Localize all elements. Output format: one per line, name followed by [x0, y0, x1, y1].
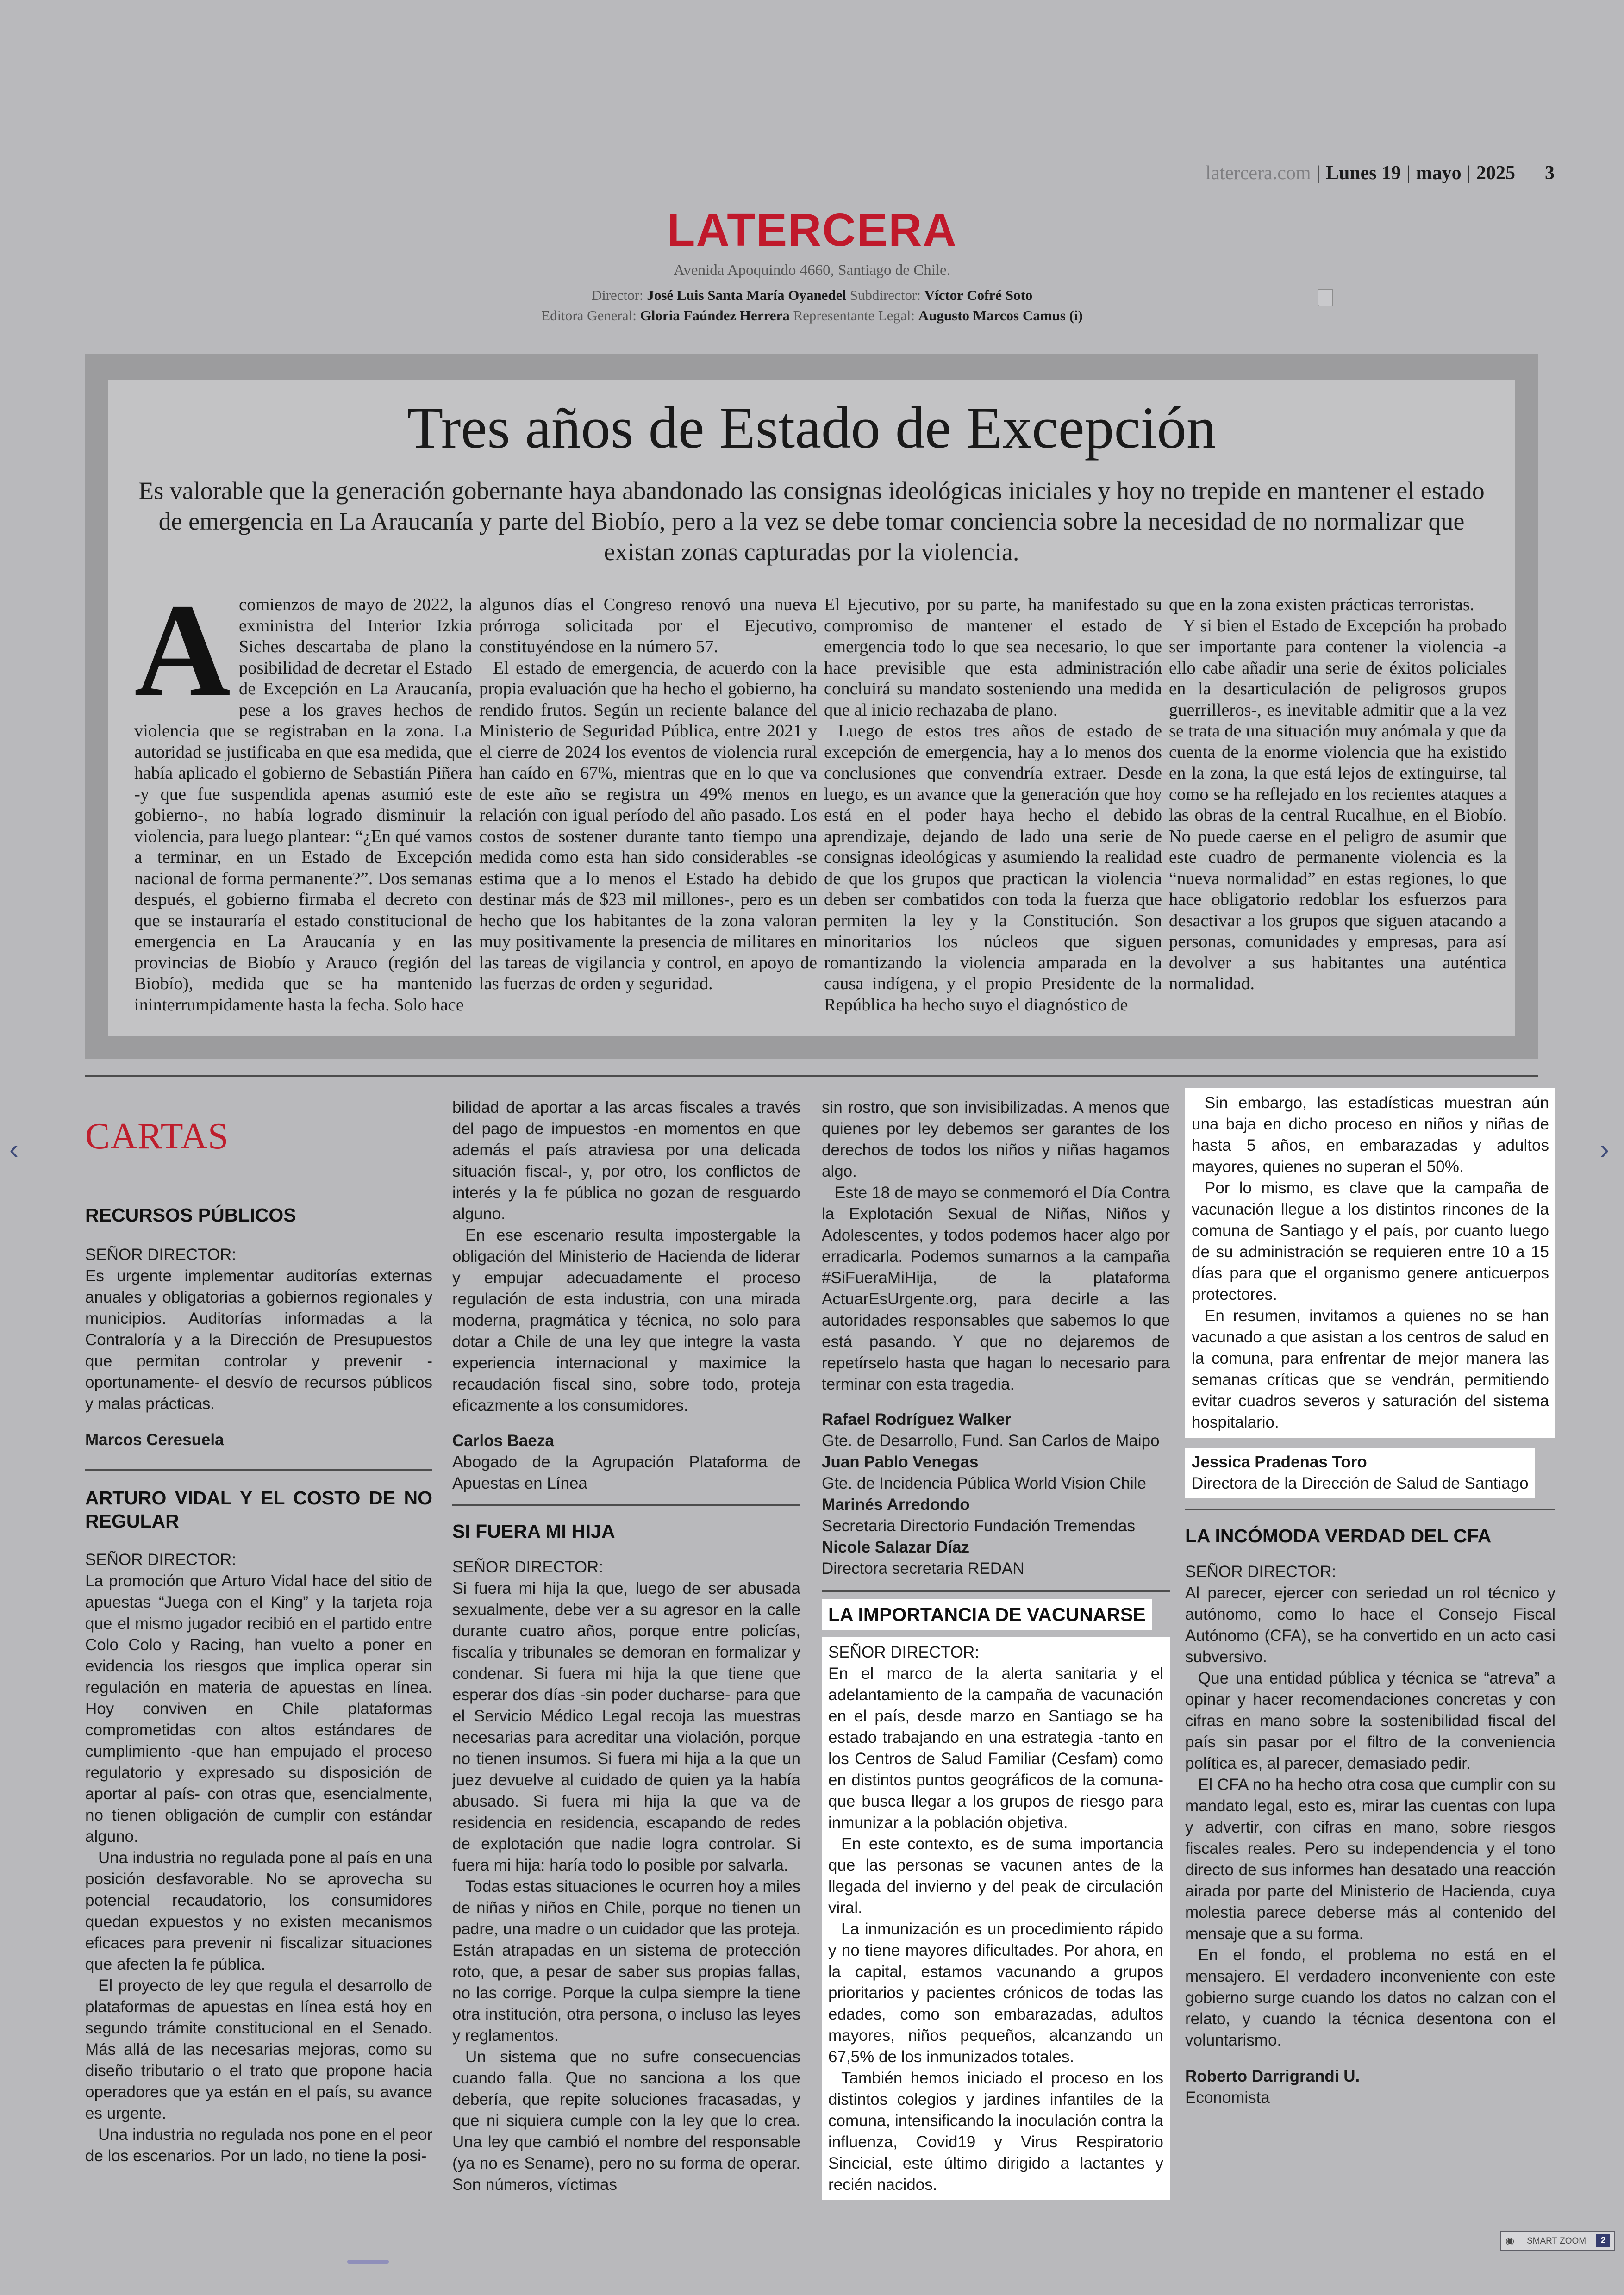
letter-signature: Rafael Rodríguez Walker — [822, 1410, 1012, 1428]
editorial-column-4: que en la zona existen prácticas terroristas. Y si bien el Estado de Excepción ha probado ser importante para contener la violencia -a ello cabe añadir una serie de éxitos policiales en la desarticulación de peligrosos grupos guerrilleros-, es inevitable admitir que a la vez se trata de una situación muy anómala y que da cuenta de la enorme violencia que ha existido en la zona, la que está lejos de extinguirse, tal como se ha reflejado en los recientes ataques a las obras de la central Rucalhue, en el Biobío. No puede caerse en el peligro de asumir que este cuadro de permanente violencia es la “nueva normalidad” en estas regiones, lo que hace obligatorio redoblar los esfuerzos para desactivar a los grupos que siguen atacando a personas, comunidades y empresas, para así devolver a sus habitantes una auténtica normalidad. — [1169, 595, 1507, 993]
smart-zoom-label: SMART ZOOM — [1527, 2236, 1587, 2246]
highlight-box — [1185, 1448, 1535, 1498]
signer-role: Economista — [1185, 2089, 1270, 2107]
letter-signature: Roberto Darrigrandi U. — [1185, 2067, 1360, 2085]
newspaper-logo: LATERCERA — [667, 204, 957, 256]
page-scroll-indicator[interactable] — [347, 2260, 389, 2264]
salutation: SEÑOR DIRECTOR: — [828, 1643, 980, 1661]
eye-icon: ◉ — [1505, 2235, 1515, 2246]
director-name: José Luis Santa María Oyanedel — [647, 287, 846, 303]
date-year: 2025 — [1476, 162, 1515, 184]
signer-role: Gte. de Incidencia Pública World Vision Chile — [822, 1474, 1147, 1492]
editor-name: Gloria Faúndez Herrera — [640, 307, 790, 324]
bookmark-icon[interactable] — [1318, 289, 1333, 306]
dateline: latercera.com | Lunes 19 | mayo | 2025 3 — [1206, 162, 1555, 184]
highlight-box — [822, 1599, 1152, 1630]
signer-role: Abogado de la Agrupación Plataforma de Apuestas en Línea — [452, 1453, 800, 1492]
letter-title: RECURSOS PÚBLICOS — [85, 1204, 296, 1226]
signer-role: Directora secretaria REDAN — [822, 1559, 1024, 1578]
letter-signature: Jessica Pradenas Toro — [1192, 1453, 1367, 1471]
editorial-column-1: A comienzos de mayo de 2022, la exministra del Interior Izkia Siches descartaba de plano la posibilidad de decretar el Estado de Excepción en La Araucanía, pese a los graves hechos de violencia que se registraban en la zona. La autoridad se justificaba en que esa medida, que había aplicado el gobierno de Sebastián Piñera -y que fue suspendida apenas asumió este gobierno-, no había logrado disminuir la violencia, para luego plantear: “¿En qué vamos a terminar, en un Estado de Excepción nacional de forma permanente?”. Dos semanas después, el gobierno firmaba el decreto con que se instauraría el estado constitucional de emergencia en La Araucanía y en las provincias de Biobío y Arauco (región del Biobío), medida que se ha mantenido ininterrumpidamente hasta la fecha. Solo hace — [134, 576, 472, 1015]
date-month: mayo — [1416, 162, 1462, 184]
salutation: SEÑOR DIRECTOR: — [85, 1551, 237, 1569]
staff-line-2: Editora General: Gloria Faúndez Herrera Representante Legal: Augusto Marcos Camus (i) — [541, 307, 1083, 324]
salutation: SEÑOR DIRECTOR: — [1185, 1563, 1337, 1581]
previous-page-arrow-icon[interactable]: ‹ — [9, 1134, 19, 1165]
subdirector-name: Víctor Cofré Soto — [924, 287, 1033, 303]
editorial-column-3: El Ejecutivo, por su parte, ha manifestado su compromiso de mantener el estado de emergencia todo lo que sea necesario, lo que hace previsible que esta administración concluirá su mandato sosteniendo una medida que al inicio rechazaba de plano. Luego de estos tres años de estado de excepción de emergencia, hay a lo menos dos conclusiones que convendría extraer. Desde luego, es un avance que la generación que hoy está en el poder haya hecho el debido aprendizaje, dejando de lado una serie de consignas ideológicas y asumiendo la realidad de que los grupos que practican la violencia deben ser combatidos con toda la fuerza que permiten la ley y la Constitución. Son minoritarios los núcleos que siguen romantizando la violencia amparada en la causa indígena, y el propio Presidente de la República ha hecho suyo el diagnóstico de — [824, 595, 1162, 1015]
salutation: SEÑOR DIRECTOR: — [452, 1558, 604, 1576]
editorial-column-2: algunos días el Congreso renovó una nueva prórroga solicitada por el Ejecutivo, constituyéndose en la número 57. El estado de emergencia, de acuerdo con la propia evaluación que ha hecho el gobierno, ha rendido frutos. Según un reciente balance del Ministerio de Seguridad Pública, entre 2021 y el cierre de 2024 los eventos de violencia rural han caído en 67%, mientras que en lo que va de este año se registra un 49% menos en relación con igual período del año pasado. Los costos de sostener durante tanto tiempo una medida como esta han sido considerables -se estima que a lo menos el Estado ha debido destinar más de $23 mil millones-, pero es un hecho que los habitantes de la zona valoran muy positivamente la presencia de militares en las tareas de vigilancia y control, en apoyo de las fuerzas de orden y seguridad. — [479, 595, 817, 993]
letters-column-3: sin rostro, que son invisibilizadas. A menos que quienes por ley debemos ser garantes de los derechos de todos los niños y niñas hagamos algo. Este 18 de mayo se conmemoró el Día Contra la Explotación Sexual de Niñas, Niños y Adolescentes, y todos podemos hacer algo por erradicarla. Podemos sumarnos a la campaña #SiFueraMiHija, de la plataforma ActuarEsUrgente.org, para decirle a las autoridades responsables que sabemos lo que está pasando. Y que no dejaremos de repetírselo hasta que hagan lo necesario para terminar con esta tragedia. Rafael Rodríguez Walker Gte. de Desarrollo, Fund. San Carlos de Maipo Juan Pablo Venegas Gte. de Incidencia Pública World Vision Chile Marinés Arredondo Secretaria Directorio Fundación Tremendas Nicole Salazar Díaz Directora secretaria REDAN LA IMPORTANCIA DE VACUNARSE SEÑOR DIRECTOR: En el marco de la alerta sanitaria y el adelantamiento de la campaña de vacunación en el país, desde marzo en Santiago se ha estado trabajando en una estrategia -tanto en los Centros de Salud Familiar (Cesfam) como en distintos puntos geográficos de la comuna- que busca llegar a los grupos de riesgo para inmunizar a la población objetiva. En este contexto, es de suma importancia que las personas se vacunen antes de la llegada del invierno y del peak de circulación viral. La inmunización es un procedimiento rápido y no tiene mayores dificultades. Por ahora, en la capital, estamos vacunando a grupos prioritarios y pacientes crónicos de todas las edades, como son embarazadas, adultos mayores, niños pequeños, alcanzando un 67,5% de los inmunizados totales. También hemos iniciado el proceso en los distintos colegios y jardines infantiles de la comuna, intensificando la inoculación contra la influenza, Covid19 y Virus Respiratorio Sincicial, este último dirigido a lactantes y recién nacidos. — [822, 1097, 1170, 2200]
letters-column-4: Sin embargo, las estadísticas muestran aún una baja en dicho proceso en niños y niñas de hasta 5 años, en embarazadas y adultos mayores, quienes no superan el 50%. Por lo mismo, es clave que la campaña de vacunación llegue a los distintos rincones de la comuna de Santiago y el país, por cuanto luego de su administración se requieren entre 10 a 15 días para que el organismo genere anticuerpos protectores. En resumen, invitamos a quienes no se han vacunado a que asistan a los centros de salud en la comuna, para enfrentar de mejor manera las semanas críticas que se vendrán, permitiendo evitar cuadros severos y saturación del sistema hospitalario. Jessica Pradenas Toro Directora de la Dirección de Salud de Santiago LA INCÓMODA VERDAD DEL CFA SEÑOR DIRECTOR: Al parecer, ejercer con seriedad un rol técnico y autónomo, como lo hace el Consejo Fiscal Autónomo (CFA), se ha convertido en un acto casi subversivo. Que una entidad pública y técnica se “atreva” a opinar y hacer recomendaciones concretas y con cifras en mano sobre la sostenibilidad fiscal del país sin pasar por el filtro de la conveniencia política es, al parecer, demasiado pedir. El CFA no ha hecho otra cosa que cumplir con su mandato legal, esto es, mirar las cuentas con lupa y advertir, con cifras en mano, sobre riesgos fiscales reales. Pero su independencia y el tono directo de sus informes han desatado una reacción airada por parte del Ministerio de Hacienda, cuya molestia parece deberse más al contenido del mensaje que a su forma. En el fondo, el problema no está en el mensajero. El verdadero inconveniente con este gobierno surge cuando los datos no calzan con el relato, y cuando la técnica desentona con el voluntarismo. Roberto Darrigrandi U. Economista — [1185, 1088, 1555, 2108]
drop-cap: A — [134, 576, 231, 724]
address: Avenida Apoquindo 4660, Santiago de Chile. — [674, 262, 950, 279]
salutation: SEÑOR DIRECTOR: — [85, 1246, 237, 1264]
highlight-box: Sin embargo, las estadísticas muestran aún una baja en dicho proceso en niños y niñas de hasta 5 años, en embarazadas y adultos mayores, quienes no superan el 50%. Por lo mismo, es clave que la campaña de vacunación llegue a los distintos rincones de la comuna de Santiago y el país, por cuanto luego de su administración se requieren entre 10 a 15 días para que el organismo genere anticuerpos protectores. En resumen, invitamos a quienes no se han vacunado a que asistan a los centros de salud en la comuna, para enfrentar de mejor manera las semanas críticas que se vendrán, permitiendo evitar cuadros severos y saturación del sistema hospitalario. — [1185, 1088, 1555, 1438]
highlight-box: SEÑOR DIRECTOR: En el marco de la alerta sanitaria y el adelantamiento de la campaña de vacunación en el país, desde marzo en Santiago se ha estado trabajando en una estrategia -tanto en los Centros de Salud Familiar (Cesfam) como en distintos puntos geográficos de la comuna- que busca llegar a los grupos de riesgo para inmunizar a la población objetiva. En este contexto, es de suma importancia que las personas se vacunen antes de la llegada del invierno y del peak de circulación viral. La inmunización es un procedimiento rápido y no tiene mayores dificultades. Por ahora, en la capital, estamos vacunando a grupos prioritarios y pacientes crónicos de todas las edades, como son embarazadas, adultos mayores, niños pequeños, alcanzando un 67,5% de los inmunizados totales. También hemos iniciado el proceso en los distintos colegios y jardines infantiles de la comuna, intensificando la inoculación contra la influenza, Covid19 y Virus Respiratorio Sincicial, este último dirigido a lactantes y recién nacidos. — [822, 1637, 1170, 2200]
letter-signature: Nicole Salazar Díaz — [822, 1538, 970, 1556]
letter-title: SI FUERA MI HIJA — [452, 1521, 615, 1542]
page-number: 3 — [1545, 162, 1555, 184]
signer-role: Secretaria Directorio Fundación Tremendas — [822, 1517, 1135, 1535]
editorial-subtitle: Es valorable que la generación gobernante haya abandonado las consignas ideológicas iniciales y hoy no trepide en mantener el estado de emergencia en La Araucanía y parte del Biobío, pero a la vez se debe tomar conciencia sobre la necesidad de no normalizar que existan zonas capturadas por la violencia. — [138, 477, 1485, 566]
letters-section-title: CARTAS — [85, 1116, 229, 1157]
staff-line-1: Director: José Luis Santa María Oyanedel Subdirector: Víctor Cofré Soto — [591, 287, 1033, 303]
letters-column-2: bilidad de aportar a las arcas fiscales a través del pago de impuestos -en momentos en que además el país atraviesa por una delicada situación fiscal-, y, por otro, los conflictos de interés y la fe pública no gozan de resguardo alguno. En ese escenario resulta impostergable la obligación del Ministerio de Hacienda de liderar y empujar adecuadamente el proceso regulación de esta industria, con una mirada moderna, pragmática y técnica, no solo para dotar a Chile de una ley que integre la vasta experiencia internacional y maximice la recaudación fiscal sino, sobre todo, proteja eficazmente a los consumidores. Carlos Baeza Abogado de la Agrupación Plataforma de Apuestas en Línea SI FUERA MI HIJA SEÑOR DIRECTOR: Si fuera mi hija la que, luego de ser abusada sexualmente, debe ver a su agresor en la calle durante cuatro años, porque entre policías, fiscalía y tribunales se demoran en formalizar y condenar. Si fuera mi hija la que tiene que esperar dos días -sin poder ducharse- para que el Servicio Médico Legal recoja las muestras necesarias para acreditar una violación, porque no tienen insumos. Si fuera mi hija a la que un juez devuelve al cuidado de quien ya la había abusado. Si fuera mi hija la que va de residencia en residencia, escapando de redes de explotación que nadie logra controlar. Si fuera mi hija: haría todo lo posible por salvarla. Todas estas situaciones le ocurren hoy a miles de niñas y niños en Chile, porque no tienen un padre, una madre o un cuidador que las proteja. Están atrapadas en un sistema de protección roto, que, a pesar de saber sus propias fallas, no las corrige. Porque la culpa siempre la tiene otra institución, otra persona, o incluso las leyes y reglamentos. Un sistema que no sufre consecuencias cuando falla. Que no sanciona a los que debería, que repite soluciones fracasadas, y que ni siquiera cumple con la ley que lo crea. Una ley que cambió el nombre del responsable (ya no es Sename), pero no su forma de operar. Son números, víctimas — [452, 1098, 800, 2194]
letter-title: LA INCÓMODA VERDAD DEL CFA — [1185, 1525, 1492, 1547]
legal-rep-name: Augusto Marcos Camus (i) — [918, 307, 1083, 324]
letter-signature: Juan Pablo Venegas — [822, 1453, 979, 1471]
next-page-arrow-icon[interactable]: › — [1600, 1134, 1609, 1165]
section-divider — [85, 1075, 1538, 1077]
smart-zoom-button[interactable] — [1500, 2231, 1615, 2251]
letter-title: ARTURO VIDAL Y EL COSTO DE NO REGULAR — [85, 1487, 432, 1532]
editorial-title: Tres años de Estado de Excepción — [407, 395, 1216, 461]
site-name: latercera.com — [1206, 162, 1311, 184]
date-day: Lunes 19 — [1325, 162, 1401, 184]
signer-role: Gte. de Desarrollo, Fund. San Carlos de Maipo — [822, 1432, 1160, 1450]
letters-column-1: RECURSOS PÚBLICOS SEÑOR DIRECTOR: Es urgente implementar auditorías externas anuales y obligatorias a gobiernos regionales y municipios. Auditorías informadas a la Contraloría y a la Dirección de Presupuestos que permitan controlar y prevenir -oportunamente- el desvío de recursos públicos y malas prácticas. Marcos Ceresuela ARTURO VIDAL Y EL COSTO DE NO REGULAR SEÑOR DIRECTOR: La promoción que Arturo Vidal hace del sitio de apuestas “Juega con el King” y la tarjeta roja que el mismo jugador recibió en el partido entre Colo Colo y Racing, han vuelto a poner en evidencia los riesgos que implica operar sin regulación en materia de apuestas en línea. Hoy conviven en Chile plataformas comprometidas con altos estándares de cumplimiento -que han empujado el proceso regulatorio y expresado su disposición de aportar al país- con otras que, esencialmente, no tienen obligación de cumplir con estándar alguno. Una industria no regulada pone al país en una posición desfavorable. No se aprovecha su potencial recaudatorio, los consumidores quedan expuestos y no existen mecanismos eficaces para prevenir ni fiscalizar situaciones que afecten la fe pública. El proyecto de ley que regula el desarrollo de plataformas de apuestas en línea está hoy en segundo trámite constitucional en el Senado. Más allá de las necesarias mejoras, como su diseño tributario o el trato que propone hacia operadores que ya están en el país, su avance es urgente. Una industria no regulada nos pone en el peor de los escenarios. Por un lado, no tiene la posi- — [85, 1204, 432, 2165]
zoom-count-badge: 2 — [1596, 2234, 1610, 2247]
signer-role: Directora de la Dirección de Salud de Santiago — [1192, 1474, 1529, 1492]
letter-signature: Marinés Arredondo — [822, 1496, 970, 1514]
letter-signature: Marcos Ceresuela — [85, 1431, 224, 1449]
letter-title: LA IMPORTANCIA DE VACUNARSE — [828, 1604, 1146, 1625]
letter-signature: Carlos Baeza — [452, 1432, 554, 1450]
